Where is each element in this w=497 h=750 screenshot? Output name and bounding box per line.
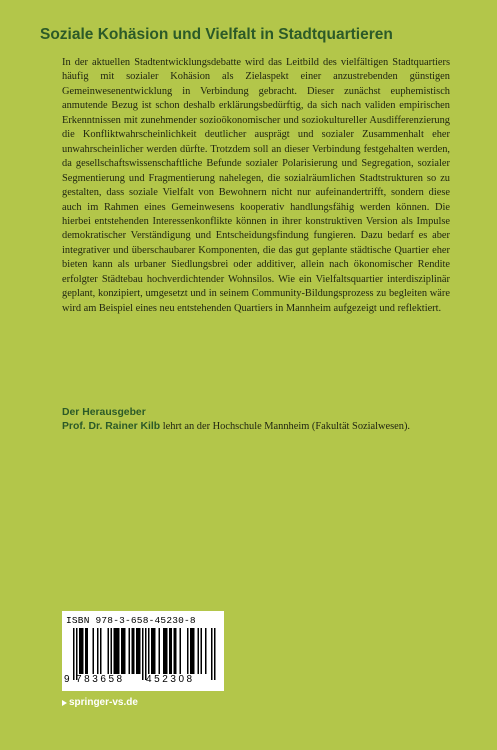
barcode-bar <box>129 628 131 674</box>
barcode-bar <box>97 628 99 674</box>
barcode-bar <box>163 628 165 674</box>
barcode-bar <box>142 628 144 680</box>
barcode-bar <box>76 628 78 680</box>
barcode-bar <box>124 628 126 674</box>
barcode-bar <box>115 628 117 674</box>
barcode-bar <box>138 628 140 674</box>
barcode-bar <box>151 628 153 674</box>
barcode-bar <box>117 628 119 674</box>
barcode-bar <box>175 628 177 674</box>
barcode-bar <box>166 628 168 674</box>
barcode-bar <box>108 628 110 674</box>
editor-info <box>62 421 462 432</box>
barcode-bar <box>214 628 216 680</box>
isbn-label: ISBN 978-3-658-45230-8 <box>66 615 196 626</box>
barcode-bar <box>87 628 89 674</box>
barcode-bar <box>193 628 195 674</box>
barcode-bar <box>198 628 200 674</box>
barcode-bar <box>192 628 194 674</box>
barcode-bar <box>171 628 173 674</box>
barcode-digits <box>62 674 224 688</box>
barcode-bar <box>174 628 176 674</box>
barcode-bar <box>201 628 203 674</box>
barcode-bar <box>81 628 83 674</box>
book-description: In der aktuellen Stadtentwicklungsdebatte wird das Leitbild des vielfältigen Stadtquartiers häufig mit sozialer Kohäsion als Zielaspekt einer anzustrebenden günstigen Gemeinwesenentwicklung in Verbindung gebracht. Dieser zunächst euphemistisch anmutende Bezug ist schon deshalb erklärungsbedürftig, da sich nach validen empirischen Erkenntnissen mit zunehmender sozioökonomischer und soziokultureller Ausdifferenzierung die Konfliktwahrscheinlichkeit deutlicher ausprägt und sozialer Zusammenhalt eher unwahrscheinlicher werden dürfte. Trotzdem soll an dieser Verbindung festgehalten werden, da gesellschaftswissenschaftliche Befunde sozialer Polarisierung und Segregation, sozialer Segmentierung und Fragmentierung nahelegen, die sozialräumlichen Stadtstrukturen so zu gestalten, dass soziale Vielfalt von Bewohnern nicht nur aufeinandertrifft, sondern diese auch im Rahmen eines Gemeinwesens kooperativ handlungsfähig werden können. Die hierbei entstehenden Interessenkonflikte können in ihrer konstruktiven Version als Impulse demokratischer Verständigung und Entscheidungsfindung fungieren. Dazu bedarf es aber integrativer und überschaubarer Komponenten, die das gut geplante städtische Quartier eher bieten kann als urbaner Siedlungsbrei oder additiver, allein nach ökonomischer Rendite erfolgter Städtebau hochverdichtender Wohnsilos. Wie ein Vielfaltsquartier interdisziplinär geplant, konzipiert, umgesetzt und in seinem Community-Bildungsprozess zu begleiten wäre wird am Beispiel eines neu entstehenden Quartiers in Mannheim aufgezeigt und reflektiert. <box>62 57 450 314</box>
barcode-box <box>62 611 224 691</box>
barcode-bar <box>79 628 81 674</box>
barcode-bar <box>153 628 155 674</box>
barcode-bar <box>85 628 87 674</box>
barcode-bar <box>100 628 102 674</box>
barcode-bar <box>139 628 141 674</box>
barcode-bar <box>211 628 213 680</box>
book-title: Soziale Kohäsion und Vielfalt in Stadtquartieren <box>40 26 393 43</box>
editor-bio: lehrt an der Hochschule Mannheim (Fakultät Sozialwesen). <box>160 421 411 432</box>
barcode-bar <box>205 628 207 674</box>
barcode-bar <box>73 628 75 680</box>
barcode-digit-first: 9 <box>64 674 70 685</box>
barcode-bar <box>133 628 135 674</box>
barcode-bar <box>169 628 171 674</box>
barcode-bar <box>154 628 156 674</box>
barcode-digits-right: 452308 <box>146 674 195 685</box>
barcode-bar <box>132 628 134 674</box>
barcode-bar <box>136 628 138 674</box>
barcode-digits-left: 783658 <box>76 674 125 685</box>
barcode-bar <box>159 628 161 674</box>
barcode-bar <box>165 628 167 674</box>
barcode-bar <box>123 628 125 674</box>
barcode-bar <box>187 628 189 674</box>
editor-heading: Der Herausgeber <box>62 407 146 418</box>
barcode-bar <box>148 628 150 674</box>
barcode-bar <box>93 628 95 674</box>
publisher-website[interactable] <box>62 697 138 708</box>
barcode-bar <box>111 628 113 674</box>
barcode-bar <box>145 628 147 680</box>
barcode-bar <box>121 628 123 674</box>
barcode-bar <box>190 628 192 674</box>
barcode-bar <box>180 628 182 674</box>
barcode-bar <box>114 628 116 674</box>
barcode-bar <box>118 628 120 674</box>
barcode-bar <box>82 628 84 674</box>
editor-name: Prof. Dr. Rainer Kilb <box>62 421 161 432</box>
arrow-icon <box>62 700 67 706</box>
website-label: springer-vs.de <box>69 697 138 708</box>
